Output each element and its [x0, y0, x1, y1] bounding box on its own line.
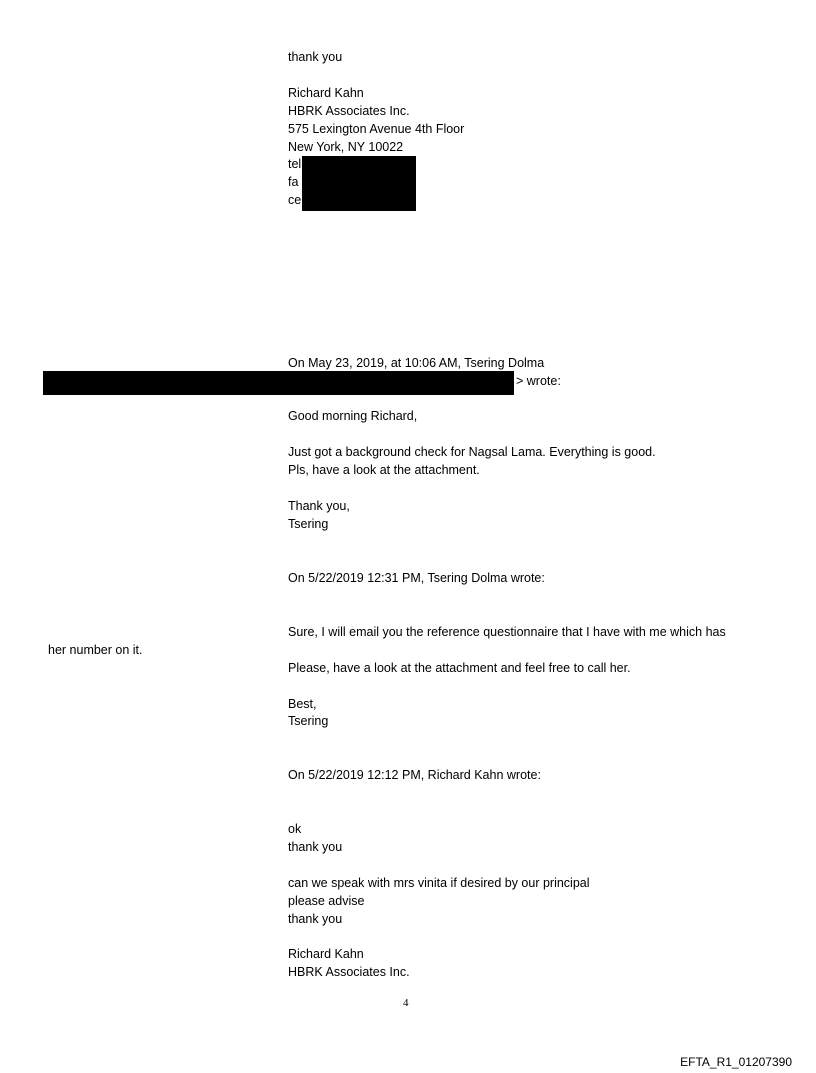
- email3-line-5: thank you: [288, 912, 343, 926]
- email1-header-tail: > wrote:: [516, 374, 561, 388]
- email1-body-line-2: Pls, have a look at the attachment.: [288, 463, 480, 477]
- email3-sender-name: Richard Kahn: [288, 947, 364, 961]
- company-name: HBRK Associates Inc.: [288, 104, 410, 118]
- email3-line-1: ok: [288, 822, 302, 836]
- email3-company-name: HBRK Associates Inc.: [288, 965, 410, 979]
- address-line-1: 575 Lexington Avenue 4th Floor: [288, 122, 465, 136]
- address-line-2: New York, NY 10022: [288, 140, 404, 154]
- email1-closing: Thank you,: [288, 499, 350, 513]
- email2-header: On 5/22/2019 12:31 PM, Tsering Dolma wrote:: [288, 571, 545, 585]
- email1-header: On May 23, 2019, at 10:06 AM, Tsering Dolma: [288, 356, 545, 370]
- tel-label: tel: [288, 157, 302, 171]
- redaction-box-email-address: [43, 371, 514, 395]
- closing-thank-you: thank you: [288, 50, 343, 64]
- cell-label: ce: [288, 193, 302, 207]
- page-number: 4: [403, 997, 409, 1009]
- email1-greeting: Good morning Richard,: [288, 409, 418, 423]
- email2-signature: Tsering: [288, 714, 329, 728]
- email3-line-2: thank you: [288, 840, 343, 854]
- email3-line-3: can we speak with mrs vinita if desired by our principal: [288, 876, 590, 890]
- email1-body-line-1: Just got a background check for Nagsal Lama. Everything is good.: [288, 445, 656, 459]
- email1-signature: Tsering: [288, 517, 329, 531]
- fax-label: fa: [288, 175, 299, 189]
- email2-body-line-1: Sure, I will email you the reference questionnaire that I have with me which has: [288, 625, 726, 639]
- email3-line-4: please advise: [288, 894, 365, 908]
- redaction-box-contact: [302, 156, 416, 211]
- email3-header: On 5/22/2019 12:12 PM, Richard Kahn wrote:: [288, 768, 541, 782]
- email2-body-line-1-wrap: her number on it.: [48, 643, 143, 657]
- email2-closing: Best,: [288, 697, 317, 711]
- document-id-footer: EFTA_R1_01207390: [680, 1055, 792, 1069]
- sender-name: Richard Kahn: [288, 86, 364, 100]
- email2-body-line-2: Please, have a look at the attachment and feel free to call her.: [288, 661, 631, 675]
